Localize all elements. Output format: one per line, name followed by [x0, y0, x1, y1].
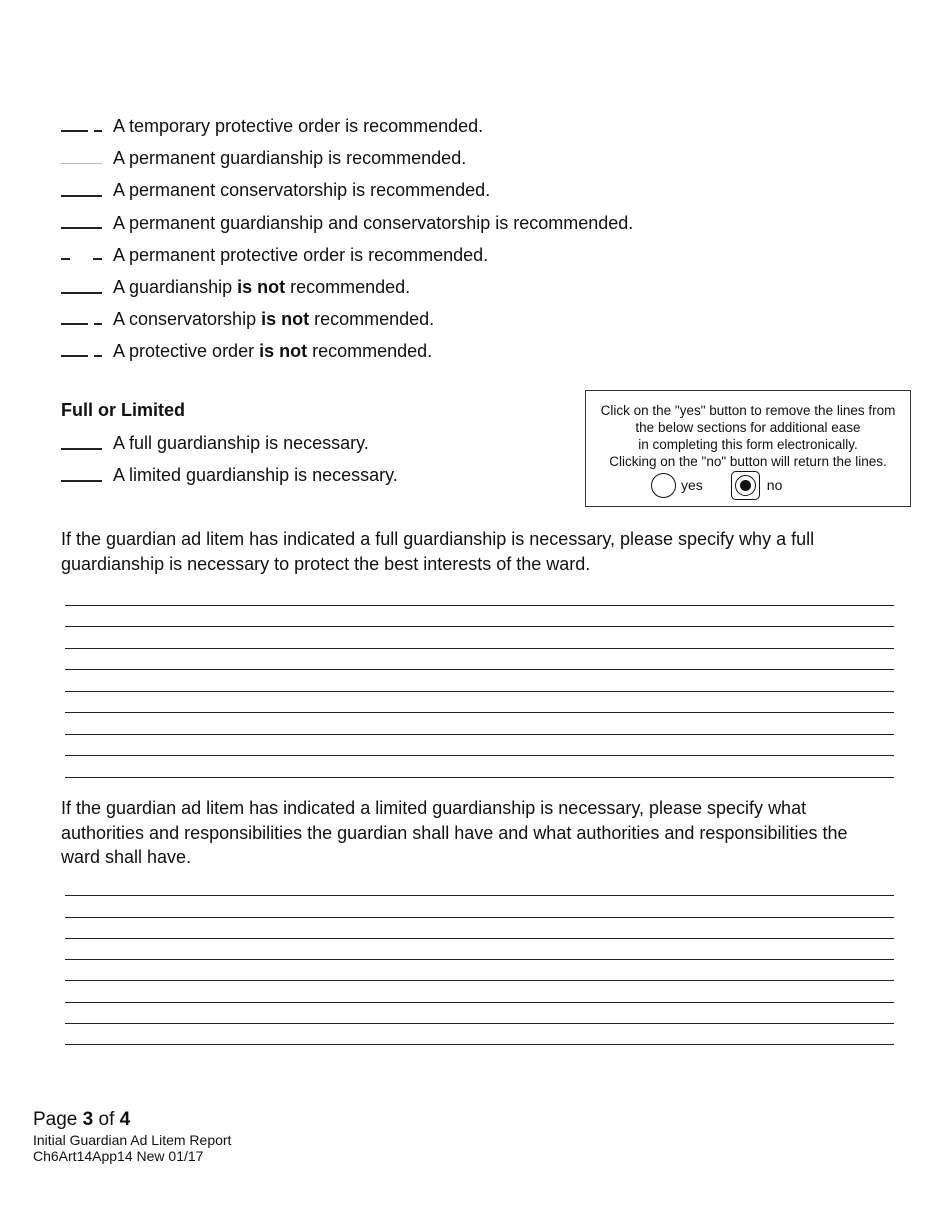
- recommendation-text: A temporary protective order is recommended.: [113, 116, 484, 137]
- answer-line[interactable]: [65, 896, 894, 917]
- full-or-limited-heading: Full or Limited: [61, 400, 185, 420]
- form-code: Ch6Art14App14 New 01/17: [33, 1148, 204, 1164]
- answer-line[interactable]: [65, 649, 894, 671]
- page-number: Page 3 of 4: [33, 1109, 131, 1130]
- recommendation-text: A permanent guardianship and conservatorship is recommended.: [113, 212, 634, 233]
- limited-guardianship-answer-lines[interactable]: [65, 875, 894, 1045]
- checkbox-blank[interactable]: [61, 182, 102, 197]
- answer-line[interactable]: [65, 1003, 894, 1024]
- recommendation-text: A permanent protective order is recommended.: [113, 244, 489, 265]
- answer-line[interactable]: [65, 606, 894, 628]
- toggle-instruction-line: Clicking on the "no" button will return the lines.: [609, 454, 887, 469]
- recommendation-item: [61, 207, 701, 239]
- recommendation-item: [61, 142, 701, 174]
- recommendation-item: [61, 303, 701, 335]
- full-or-limited-list: [61, 427, 398, 491]
- recommendation-item: [61, 174, 701, 206]
- no-radio[interactable]: [735, 475, 756, 496]
- checkbox-blank[interactable]: [61, 279, 102, 294]
- recommendation-item: [61, 271, 701, 303]
- answer-line[interactable]: [65, 960, 894, 981]
- recommendation-text: A conservatorship is not recommended.: [113, 309, 435, 330]
- answer-line[interactable]: [65, 756, 894, 778]
- toggle-instruction-line: Click on the "yes" button to remove the lines from: [600, 403, 896, 418]
- checkbox-blank[interactable]: [61, 119, 102, 132]
- radio-selected-dot: [740, 480, 751, 491]
- full-guardianship-question: If the guardian ad litem has indicated a full guardianship is necessary, please specify why a full guardianship is necessary to protect the best interests of the ward.: [61, 529, 815, 574]
- full-guardianship-answer-lines[interactable]: [65, 584, 894, 778]
- checkbox-blank[interactable]: [61, 344, 102, 357]
- checkbox-blank[interactable]: [61, 312, 102, 325]
- toggle-instruction-line: the below sections for additional ease: [635, 420, 861, 435]
- recommendation-text: A permanent conservatorship is recommended.: [113, 180, 491, 201]
- answer-line[interactable]: [65, 735, 894, 757]
- yes-label: yes: [681, 477, 703, 493]
- yes-radio[interactable]: [651, 473, 676, 498]
- answer-line[interactable]: [65, 670, 894, 692]
- checkbox-blank[interactable]: [61, 467, 102, 482]
- yes-no-radio-group: [651, 471, 782, 500]
- answer-line[interactable]: [65, 918, 894, 939]
- answer-line[interactable]: [65, 584, 894, 606]
- answer-line[interactable]: [65, 713, 894, 735]
- answer-line[interactable]: [65, 1024, 894, 1045]
- no-radio-focus-ring[interactable]: [731, 471, 760, 500]
- option-text: A full guardianship is necessary.: [113, 433, 369, 453]
- recommendation-text: A protective order is not recommended.: [113, 341, 433, 362]
- recommendation-item: [61, 335, 701, 367]
- option-text: A limited guardianship is necessary.: [113, 465, 398, 485]
- checkbox-blank[interactable]: [61, 214, 102, 229]
- full-guardianship-option: [61, 427, 398, 459]
- toggle-instruction-line: in completing this form electronically.: [638, 437, 858, 452]
- checkbox-blank[interactable]: [61, 435, 102, 450]
- recommendation-item: [61, 239, 701, 271]
- recommendation-text: A guardianship is not recommended.: [113, 277, 411, 298]
- checkbox-blank[interactable]: [61, 150, 102, 164]
- limited-guardianship-question: If the guardian ad litem has indicated a limited guardianship is necessary, please specify what authorities and responsibilities the guardian shall have and what authorities and responsibilities the ward shall have.: [61, 798, 848, 867]
- answer-line[interactable]: [65, 627, 894, 649]
- limited-guardianship-option: [61, 459, 398, 491]
- page-footer: [33, 1108, 231, 1164]
- recommendation-item: [61, 110, 701, 142]
- report-title: Initial Guardian Ad Litem Report: [33, 1132, 232, 1148]
- no-label: no: [766, 477, 783, 493]
- line-toggle-box: [585, 390, 911, 507]
- answer-line[interactable]: [65, 939, 894, 960]
- recommendation-list: [61, 110, 701, 368]
- answer-line[interactable]: [65, 692, 894, 714]
- answer-line[interactable]: [65, 981, 894, 1002]
- checkbox-blank[interactable]: [61, 247, 102, 260]
- answer-line[interactable]: [65, 875, 894, 896]
- recommendation-text: A permanent guardianship is recommended.: [113, 148, 467, 169]
